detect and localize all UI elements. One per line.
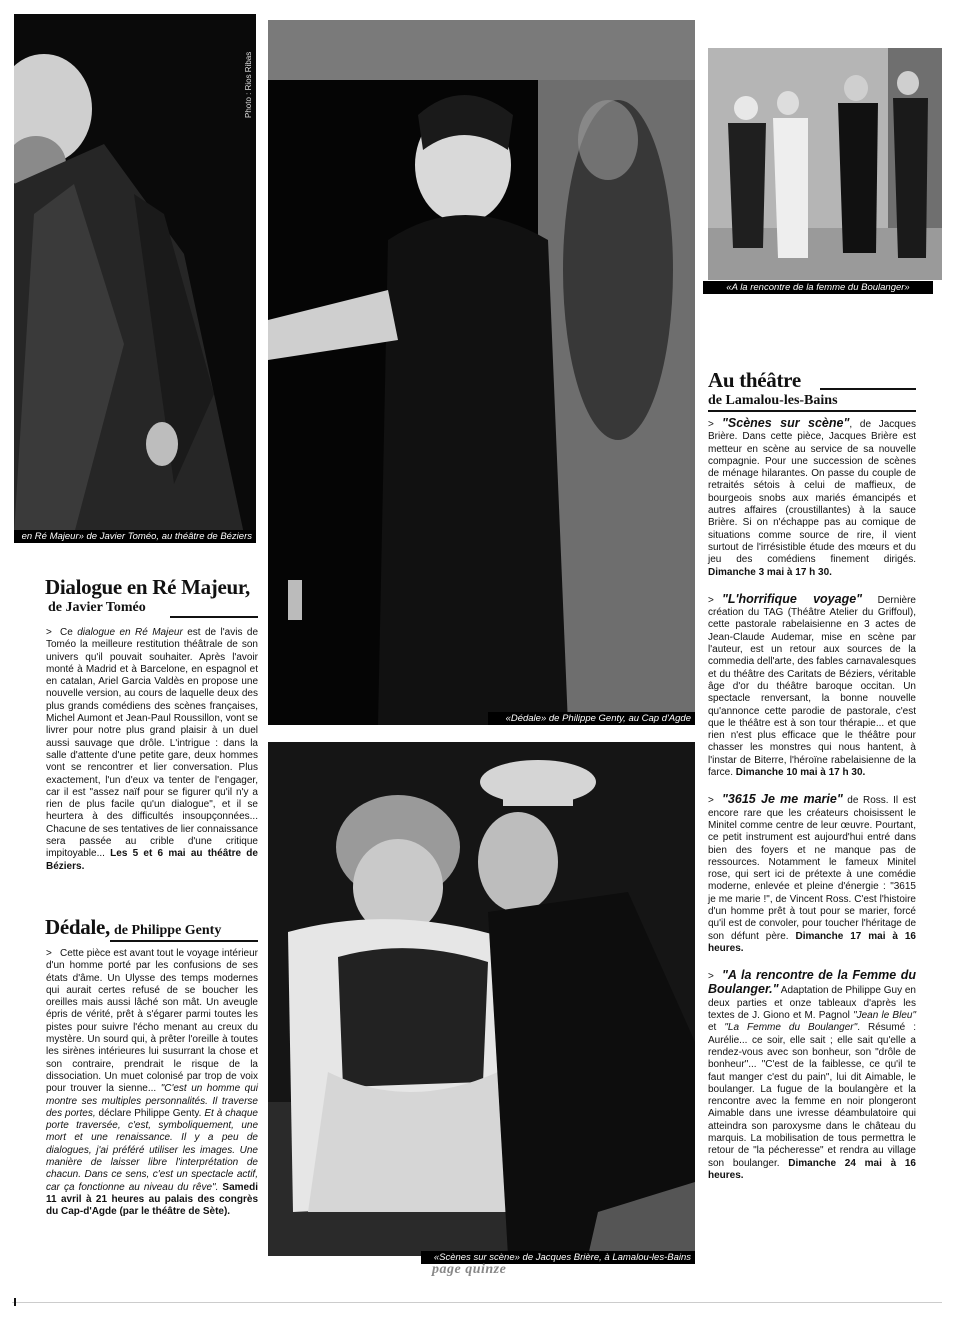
bullet-marker: > <box>46 948 52 959</box>
bullet-marker: > <box>708 971 714 983</box>
theatre-item-body: de Ross. Il est encore rare que les créateurs choisissent le Minitel comme centre de leur œuvre. Pourtant, ce petit instrument est aujourd'hui entré dans bien des foyers et ne manque pas de ressources. Notamment le fameux Minitel rose, qui sert ici de prétexte à une comédie moderne, enlevée et pleine d'énergie : "3615 je me marie !", de Vincent Ross. C'est l'histoire d'un homme prêt à tout pour se marier, forcé qu'il est de convoler, pour toucher l'héritage de son défunt père. <box>708 795 917 942</box>
dedale-paragraph <box>46 948 258 1219</box>
dialogue-paragraph <box>46 627 258 873</box>
theatre-item-body-pre: Adaptation de Philippe Guy en deux parties et onze tableaux d'après les textes de J. Giono et M. Pagnol <box>708 985 916 1022</box>
caption-dedale: «Dédale» de Philippe Genty, au Cap d'Agde <box>488 712 695 725</box>
theatre-item <box>708 793 916 955</box>
caption-boulanger: «A la rencontre de la femme du Boulanger» <box>703 281 933 294</box>
dedale-headline <box>45 915 260 939</box>
dedale-p1-quote2: Et à chaque porte traversée, c'est, symboliquement, une mort et une renaissance. Il y a peu de dialogues, j'ai préféré utiliser les images. Une manière de laisser libre l'interprétation de chacun. Dans ce sens, c'est un spectacle actif, car ça fonctionne au niveau du rêve". <box>46 1107 258 1193</box>
dedale-date: Samedi 11 avril à 21 heures au palais des congrès du Cap-d'Agde (par le théâtre de Sète). <box>46 1181 258 1218</box>
bullet-marker: > <box>46 627 52 638</box>
dialogue-p1-body: est de l'avis de Toméo la meilleure restitution théâtrale de son univers qu'il pouvait souhaiter. Après l'avoir monté à Madrid et à Barcelone, en espagnol et en catalan, Ariel Garcia Valdès en propose une nouvelle version, au cours de laquelle deux des plus grands comédiens des scènes françaises, Michel Aumont et Jean-Paul Roussillon, vont se livrer pour notre plus grand plaisir à un duel aussi sauvage que drôle. L'intrigue : dans la salle d'attente d'une petite gare, deux hommes vont se rencontrer et lier conversation. Plus exactement, l'un d'eux va tenter de l'engager, car il est "assez naïf pour se figurer qu'il n'y a rien de plus facile qu'un dialogue", et il se heurtera à des difficultés insoupçonnées... Chacune de ses tentatives de lier connaissance sera passée au crible d'une critique impitoyable... <box>46 627 259 860</box>
dedale-rule <box>110 940 258 942</box>
dialogue-headline <box>45 575 260 616</box>
theatre-item-body: , de Jacques Brière. Dans cette pièce, Jacques Brière est metteur en scène au service de sa nouvelle compagnie. Pour une succession de scènes de ménage hilarantes. On passe du couple de retraités sétois à celui de maffieux, de bourgeois snobs aux mariés émancipés et autres affaires (croustillantes) à la sauce Brière. Si on n'échappe pas au comique de situations comme source de rire, il vient surtout de l'irrésistible étude des mœurs et du jeu des comédiens finement dirigés. <box>708 419 916 566</box>
photo-boulanger-image <box>708 48 942 280</box>
theatre-item-em1: "Jean le Bleu" <box>853 1010 916 1022</box>
theatre-item-title: "L'horrifique voyage" <box>722 591 863 606</box>
dialogue-p1-pre: Ce <box>60 627 78 638</box>
theatre-item-title: "3615 Je me marie" <box>722 792 843 807</box>
photo-dedale <box>268 20 695 725</box>
theatre-item-title: "A la rencontre de la Femme du Boulanger." <box>708 968 916 997</box>
dedale-p1-mid: déclare Philippe Genty. <box>95 1107 205 1119</box>
photo-scenes-image <box>268 742 695 1256</box>
photo-boulanger <box>708 48 942 280</box>
theatre-item-mid: et <box>708 1022 725 1034</box>
theatre-item-date: Dimanche 10 mai à 17 h 30. <box>735 767 866 779</box>
theatre-item-date: Dimanche 24 mai à 16 heures. <box>708 1157 916 1181</box>
theatre-item <box>708 417 916 579</box>
theatre-body <box>708 417 916 1196</box>
dedale-p1-body: Cette pièce est avant tout le voyage intérieur d'un homme porté par les confusions de ses états d'âme. Un Ulysse des temps modernes qui aurait certes refusé de se boucher les oreilles mais aussi lâché son mât. Un aveugle épris de vérité, prêt à s'égarer parmi toutes les pistes pour suivre l'écho menant au creux du mystère. Un sourd qui, à prêter l'oreille à toutes les sirènes intérieures lui susurrant la chose et son contraire, prendrait le risque de la dissociation. Un muet colonisé par trop de voix pour trouver la sienne... <box>46 948 258 1095</box>
page-baseline <box>12 1302 942 1303</box>
theatre-rule-top <box>820 388 916 390</box>
theatre-item-date: Dimanche 3 mai à 17 h 30. <box>708 566 832 578</box>
photo-dedale-image <box>268 20 695 725</box>
dialogue-rule <box>170 616 258 618</box>
theatre-item-date: Dimanche 17 mai à 16 heures. <box>708 930 916 954</box>
dialogue-date: Les 5 et 6 mai au théâtre de Béziers. <box>46 848 258 872</box>
bullet-marker: > <box>708 419 714 430</box>
theatre-rule-bottom <box>708 410 916 412</box>
dedale-subtitle: de Philippe Genty <box>113 923 222 938</box>
dialogue-subtitle: de Javier Toméo <box>48 600 146 615</box>
bullet-marker: > <box>708 795 714 807</box>
theatre-item-title: "Scènes sur scène" <box>722 416 850 430</box>
bullet-marker: > <box>708 594 714 606</box>
theatre-item <box>708 969 916 1182</box>
photo-scenes <box>268 742 695 1256</box>
photo-dialogue-image <box>14 14 256 540</box>
dedale-body <box>46 948 258 1233</box>
theatre-subtitle: de Lamalou-les-Bains <box>708 393 838 408</box>
theatre-item-em2: "La Femme du Boulanger" <box>724 1022 858 1034</box>
dedale-p1-quote1: "C'est un homme qui montre ses multiples personnalités. Il traverse des portes, <box>46 1083 258 1119</box>
dialogue-body <box>46 627 258 887</box>
photo-dialogue <box>14 14 256 540</box>
theatre-title: Au théâtre <box>708 368 801 392</box>
theatre-item-body: Dernière création du TAG (Théâtre Atelier du Griffoul), cette pastorale rabelaisienne en 3 actes de Jean-Claude Audemar, mise en scène par l'auteur, est un retour aux sources de la commedia dell'arte, des fables carnavalesques et du théâtre des Caritats de Béziers, véritable âge d'or du théâtre baroque occitan. Un spectacle renversant, la bonne nouvelle qu'annonce cette parodie de pastorale, c'est que le théâtre est à son tour thérapie... et que rien n'est plus efficace que le théâtre pour chasser les monstres qui nous hantent, à l'instar de Biterre, l'héroïne rabelaisienne de la farce. <box>708 594 916 779</box>
dialogue-title: Dialogue en Ré Majeur, <box>45 575 250 599</box>
caption-dialogue: en Ré Majeur» de Javier Toméo, au théâtre de Béziers <box>14 530 256 543</box>
theatre-item <box>708 593 916 779</box>
photo-credit: Photo : Rios Ribas <box>244 51 253 118</box>
theatre-item-body-post: . Résumé : Aurélie... ce soir, elle sait ; elle sait qu'elle a rendez-vous avec son bonheur, son "drôle de bonheur"... "C'est de la faiblesse, ce qu'il te faut manger c'est du pain", lui dit Aimable, le boulanger. La fugue de la boulangère et la rencontre avec la femme en noir plongeront Aimable dans une ivresse déambulatoire qui atteindra son paroxysme dans le château du marquis. La mobilisation de tous permettra le retour de "la pécheresse" et rendra au village son boulanger. <box>708 1022 916 1169</box>
caption-scenes: «Scènes sur scène» de Jacques Brière, à Lamalou-les-Bains <box>421 1251 695 1264</box>
dedale-title: Dédale, <box>45 915 110 939</box>
page-folio: page quinze <box>432 1262 507 1277</box>
page-tick <box>14 1298 16 1306</box>
dialogue-p1-em: dialogue en Ré Majeur <box>77 627 183 638</box>
